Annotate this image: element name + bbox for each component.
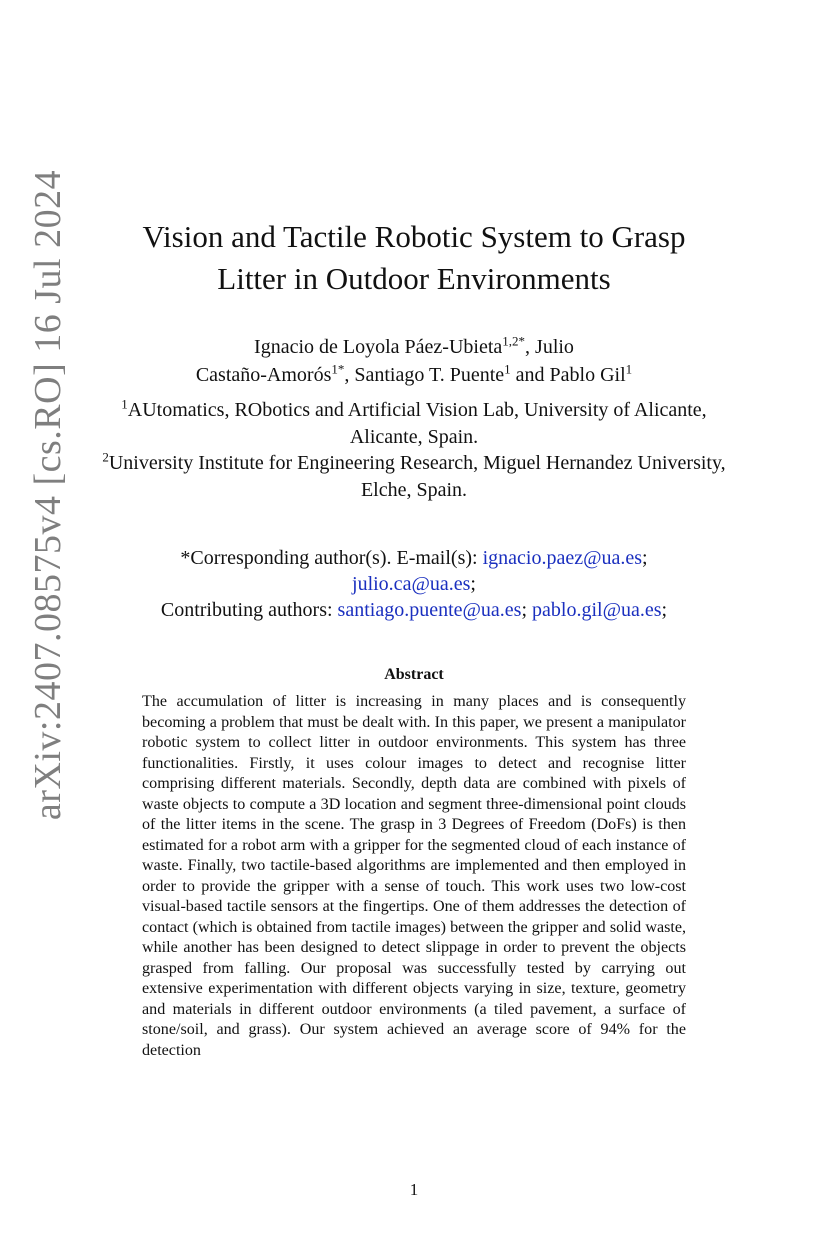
affiliation-2 bbox=[100, 450, 728, 504]
arxiv-identifier-text: arXiv:2407.08575v4 [cs.RO] 16 Jul 2024 bbox=[27, 169, 69, 821]
email-link[interactable]: pablo.gil@ua.es bbox=[532, 599, 662, 621]
author-affiliation-mark: 1* bbox=[331, 361, 345, 377]
affiliation-text: University Institute for Engineering Research, Miguel Hernandez University, Elche, Spain. bbox=[108, 452, 726, 501]
email-separator: ; bbox=[642, 547, 648, 569]
email-link[interactable]: julio.ca@ua.es bbox=[352, 573, 471, 595]
author-contact-block bbox=[100, 545, 728, 623]
abstract-heading: Abstract bbox=[384, 666, 444, 683]
affiliation-text: AUtomatics, RObotics and Artificial Vision Lab, University of Alicante, Alicante, Spain. bbox=[127, 399, 707, 448]
email-link[interactable]: santiago.puente@ua.es bbox=[337, 599, 522, 621]
arxiv-identifier-stamp bbox=[18, 170, 78, 820]
author-affiliation-mark: 1,2* bbox=[502, 333, 526, 349]
author-separator: , Santiago T. Puente bbox=[344, 364, 505, 386]
author-list bbox=[100, 333, 728, 389]
author-affiliation-mark: 1 bbox=[504, 361, 511, 377]
author-separator: , Julio bbox=[525, 336, 574, 358]
email-separator: ; bbox=[470, 573, 476, 595]
affiliation-mark: 1 bbox=[121, 396, 128, 412]
abstract-text: The accumulation of litter is increasing in many places and is consequently becoming a problem that must be dealt with. In this paper, we present a manipulator robotic system to collect litter in outdoor environments. This system has three functionalities. Firstly, it uses colour images to detect and recognise litter comprising different materials. Secondly, depth data are combined with pixels of waste objects to compute a 3D location and segment three-dimensional point clouds of the litter items in the scene. The grasp in 3 Degrees of Freedom (DoFs) is then estimated for a robot arm with a gripper for the segmented cloud of each instance of waste. Finally, two tactile-based algorithms are implemented and then employed in order to provide the gripper with a sense of touch. This work uses two low-cost visual-based tactile sensors at the fingertips. One of them addresses the detection of contact (which is obtained from tactile images) between the gripper and solid waste, while another has been designed to detect slippage in order to prevent the objects grasped from falling. Our proposal was successfully tested by carrying out extensive experimentation with different objects varying in size, texture, geometry and materials in different outdoor environments (a tiled pavement, a surface of stone/soil, and grass). Our system achieved an average score of 94% for the detection bbox=[142, 693, 686, 1059]
affiliation-mark: 2 bbox=[102, 449, 109, 465]
author-separator: and Pablo Gil bbox=[510, 364, 626, 386]
paper-title-line-1: Vision and Tactile Robotic System to Grasp bbox=[142, 219, 686, 254]
author-name: Ignacio de Loyola Páez-Ubieta bbox=[254, 336, 503, 358]
author-affiliation-mark: 1 bbox=[625, 361, 633, 377]
email-link[interactable]: ignacio.paez@ua.es bbox=[482, 547, 643, 569]
author-name: Castaño-Amorós bbox=[195, 364, 332, 386]
paper-title bbox=[100, 216, 728, 300]
affiliation-1 bbox=[100, 397, 728, 451]
email-separator: ; bbox=[521, 599, 533, 621]
email-separator: ; bbox=[661, 599, 668, 621]
paper-title-line-2: Litter in Outdoor Environments bbox=[217, 261, 611, 296]
corresponding-author-label: *Corresponding author(s). E-mail(s): bbox=[180, 547, 483, 569]
page-number: 1 bbox=[409, 1180, 419, 1199]
contributing-authors-label: Contributing authors: bbox=[160, 599, 338, 621]
